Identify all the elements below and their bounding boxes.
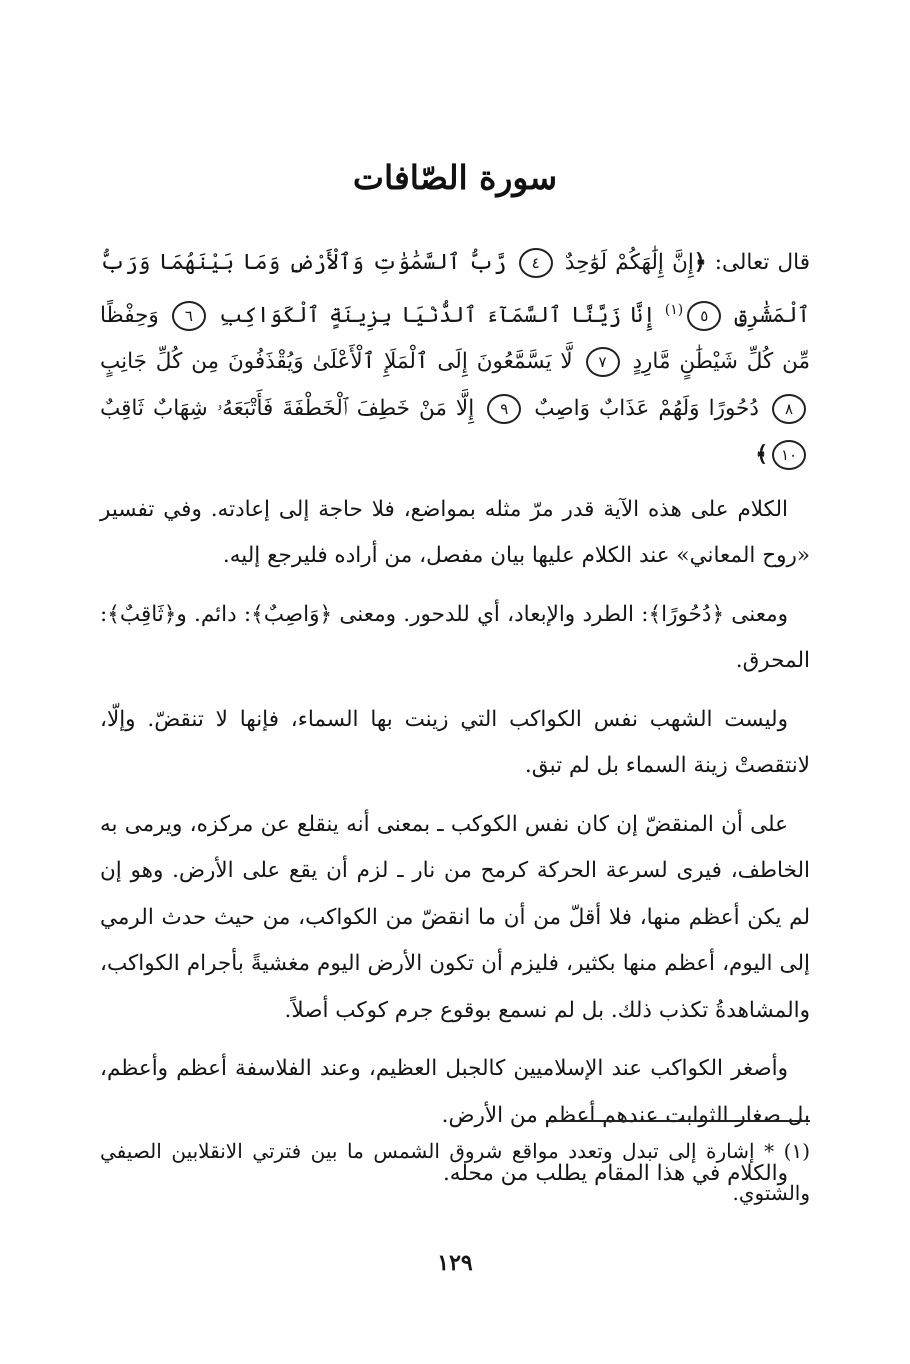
page-body xyxy=(100,240,810,1210)
paragraph-argument: على أن المنقضّ إن كان نفس الكوكب ـ بمعنى أنه ينقلع عن مركزه، ويرمى به الخاطف، فيرى لسرعة الحركة كرمح من نار ـ لزم أن يقع على الأرض. وهو إن لم يكن أعظم منها، فلا أقلّ من أن ما انقضّ من الكواكب، من حيث حدث الرمي إلى اليوم، أعظم منها بكثير، فليزم أن تكون الأرض اليوم مغشيةً بأجرام الكواكب، والمشاهدةُ تكذب ذلك. بل لم نسمع بوقوع جرم كوكب أصلاً. xyxy=(100,811,810,1023)
ayah-number-marker: ٦ xyxy=(172,301,206,331)
paragraph-commentary: الكلام على هذه الآية قدر مرّ مثله بمواضع، فلا حاجة إلى إعادته. وفي تفسير «روح المعاني» عند الكلام عليها بيان مفصل، من أراده فليرجع إليه. xyxy=(100,496,810,569)
paragraph-meteors: وليست الشهب نفس الكواكب التي زينت بها السماء، فإنها لا تنقضّ. وإلّا، لانتقصتْ زينة السماء بل لم تبق. xyxy=(100,706,810,779)
footnote: (١) * إشارة إلى تبدل وتعدد مواقع شروق الشمس ما بين فترتي الانقلابين الصيفي والشتوي. xyxy=(100,1139,810,1205)
paragraph-star-sizes: وأصغر الكواكب عند الإسلاميين كالجبل العظيم، وعند الفلاسفة أعظم وأعظم، بل صغار الثوابت عندهم أعظم من الأرض. xyxy=(100,1056,810,1128)
ayah-number-marker: ٨ xyxy=(772,394,806,424)
ayah-number-marker: ٥ xyxy=(687,301,721,331)
verse-segment-6: دُحُورًا وَلَهُمْ عَذَابٌ وَاصِبٌ xyxy=(534,395,759,421)
page-number: ١٢٩ xyxy=(437,1250,473,1276)
footnote-reference: (١) xyxy=(664,301,684,318)
verse-segment-4: وَحِفْظًا مِّن كُلِّ شَيْطَٰنٍ مَّارِدٍ xyxy=(100,302,810,375)
ornate-bracket-close: ﴾ xyxy=(755,442,768,468)
verse-segment-2: رَّبُّ ٱلسَّمَٰوَٰتِ وَٱلْأَرْضِ وَمَا بَيْنَهُمَا وَرَبُّ ٱلْمَشَٰرِقِ xyxy=(100,250,810,328)
ornate-bracket-open: ﴿ xyxy=(693,250,707,275)
ayah-number-marker: ٩ xyxy=(487,394,521,424)
quran-verse-block xyxy=(100,240,810,479)
verse-segment-3: إِنَّا زَيَّنَّا ٱلسَّمَآءَ ٱلدُّنْيَا بِزِينَةٍ ٱلْكَوَاكِبِ xyxy=(219,302,656,328)
verse-segment-1: إِنَّ إِلَٰهَكُمْ لَوَٰحِدٌ xyxy=(564,250,694,275)
paragraph-word-meanings: ومعنى ﴿دُحُورًا﴾: الطرد والإبعاد، أي للدحور. ومعنى ﴿وَاصِبٌ﴾: دائم. و﴿ثَاقِبٌ﴾: المحرق. xyxy=(100,601,810,674)
footnote-divider xyxy=(546,1120,810,1122)
paragraph-closing: والكلام في هذا المقام يطلب من محله. xyxy=(442,1161,788,1187)
verse-intro: قال تعالى: xyxy=(714,250,811,275)
ayah-number-marker: ٤ xyxy=(519,248,553,278)
ayah-number-marker: ١٠ xyxy=(772,440,806,470)
verse-segment-5: لَّا يَسَّمَّعُونَ إِلَى ٱلْمَلَإِ ٱلْأَعْلَىٰ وَيُقْذَفُونَ مِن كُلِّ جَانِبٍ xyxy=(100,349,573,375)
verse-segment-7: إِلَّا مَنْ خَطِفَ ٱلْخَطْفَةَ فَأَتْبَعَهُۥ شِهَابٌ ثَاقِبٌ xyxy=(100,395,475,421)
ayah-number-marker: ٧ xyxy=(586,347,620,377)
surah-title: سورة الصّافات xyxy=(352,158,558,197)
